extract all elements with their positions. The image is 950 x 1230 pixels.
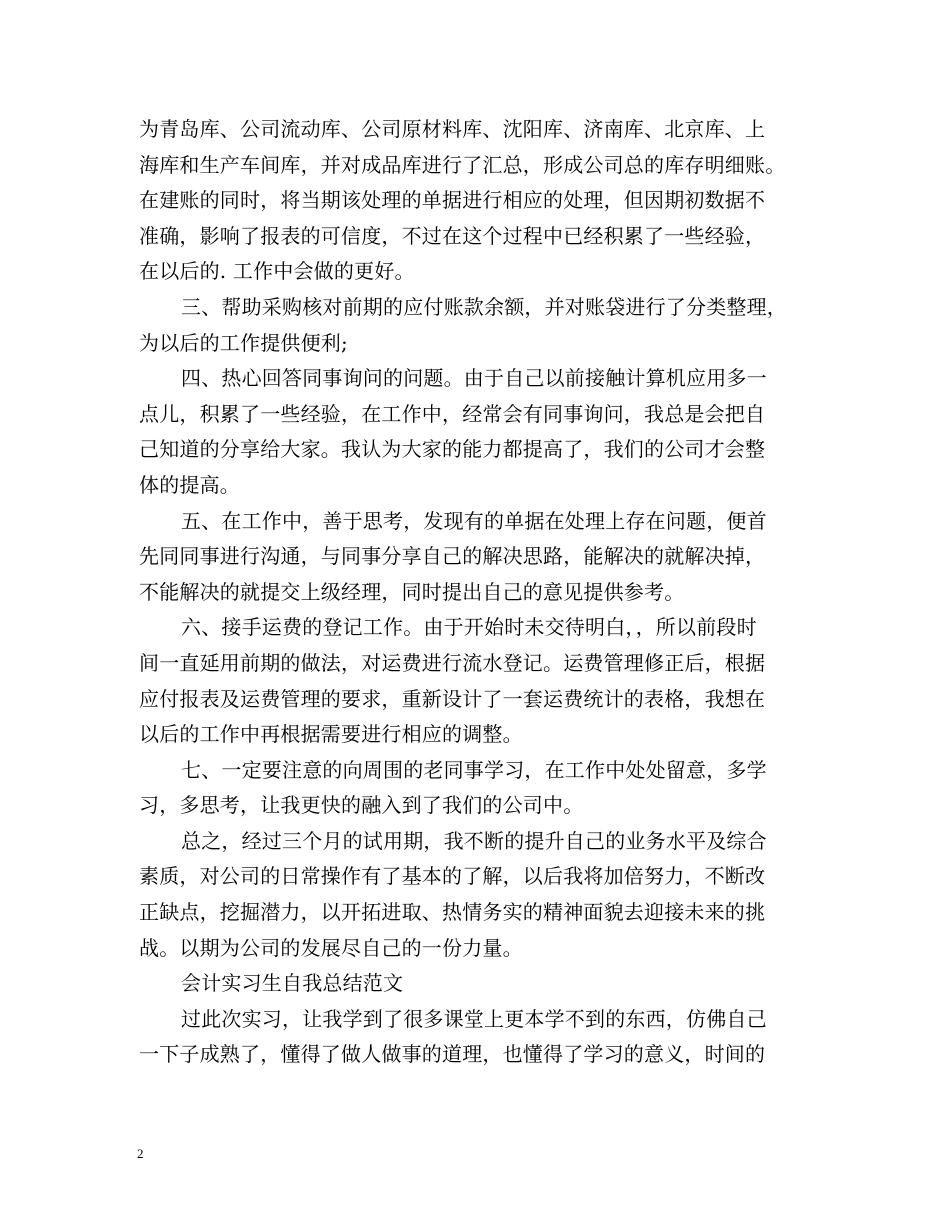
text-line: 一下子成熟了，懂得了做人做事的道理，也懂得了学习的意义，时间的 xyxy=(139,1042,766,1067)
text-line: 准确，影响了报表的可信度，不过在这个过程中已经积累了一些经验， xyxy=(139,223,766,248)
text-line: 六、接手运费的登记工作。由于开始时未交待明白，，所以前段时 xyxy=(181,615,757,640)
text-line: 七、一定要注意的向周围的老同事学习，在工作中处处留意，多学 xyxy=(181,757,767,782)
text-line: 四、热心回答同事询问的问题。由于自己以前接触计算机应用多一 xyxy=(181,366,767,391)
document-body xyxy=(139,112,819,1073)
text-line: 战。以期为公司的发展尽自己的一份力量。 xyxy=(139,935,523,960)
text-line: 应付报表及运费管理的要求，重新设计了一套运费统计的表格，我想在 xyxy=(139,686,766,711)
text-line: 总之，经过三个月的试用期，我不断的提升自己的业务水平及综合 xyxy=(181,828,767,853)
page-number: 2 xyxy=(137,1146,144,1161)
text-line: 素质，对公司的日常操作有了基本的了解，以后我将加倍努力，不断改 xyxy=(139,864,766,889)
text-line: 己知道的分享给大家。我认为大家的能力都提高了，我们的公司才会整 xyxy=(139,437,766,462)
text-line: 不能解决的就提交上级经理，同时提出自己的意见提供参考。 xyxy=(139,579,685,604)
text-line: 为以后的工作提供便利; xyxy=(139,330,348,355)
text-line: 在建账的同时，将当期该处理的单据进行相应的处理，但因期初数据不 xyxy=(139,188,766,213)
text-line: 会计实习生自我总结范文 xyxy=(181,971,404,996)
text-line: 过此次实习，让我学到了很多课堂上更本学不到的东西，仿佛自己 xyxy=(181,1006,767,1031)
text-line: 为青岛库、公司流动库、公司原材料库、沈阳库、济南库、北京库、上 xyxy=(139,117,766,141)
text-line: 点儿，积累了一些经验，在工作中，经常会有同事询问，我总是会把自 xyxy=(139,401,766,426)
text-line: 先同同事进行沟通，与同事分享自己的解决思路，能解决的就解决掉， xyxy=(139,544,766,569)
text-line: 在以后的. 工作中会做的更好。 xyxy=(139,259,415,284)
text-line: 习，多思考，让我更快的融入到了我们的公司中。 xyxy=(139,793,584,818)
text-line: 体的提高。 xyxy=(139,472,240,497)
text-line: 五、在工作中，善于思考，发现有的单据在处理上存在问题，便首 xyxy=(181,508,767,533)
text-line: 间一直延用前期的做法，对运费进行流水登记。运费管理修正后，根据 xyxy=(139,650,766,675)
text-line: 海库和生产车间库，并对成品库进行了汇总，形成公司总的库存明细账。 xyxy=(139,152,786,177)
text-line: 正缺点，挖掘潜力，以开拓进取、热情务实的精神面貌去迎接未来的挑 xyxy=(139,900,766,925)
text-line: 三、帮助采购核对前期的应付账款余额，并对账袋进行了分类整理， xyxy=(181,294,787,319)
text-line: 以后的工作中再根据需要进行相应的调整。 xyxy=(139,722,523,747)
